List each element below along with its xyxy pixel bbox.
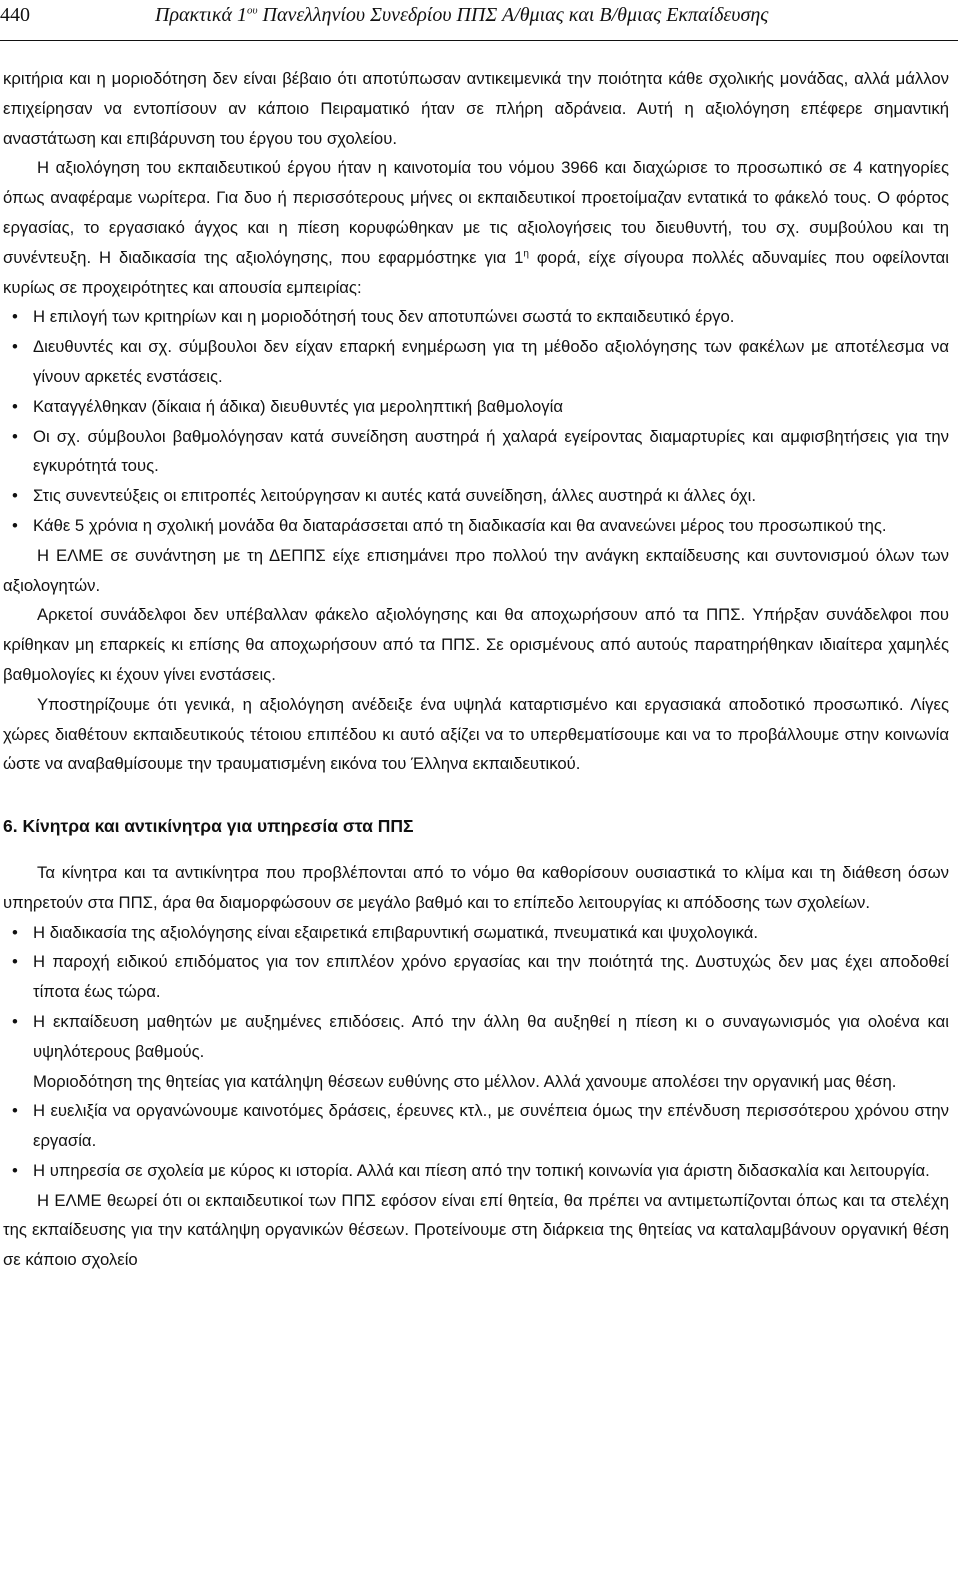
list-item-text: Καταγγέλθηκαν (δίκαια ή άδικα) διευθυντές για μεροληπτική βαθμολογία [33,396,563,416]
paragraph-colleagues-leaving: Αρκετοί συνάδελφοι δεν υπέβαλλαν φάκελο αξιολόγησης και θα αποχωρήσουν από τα ΠΠΣ. Υπήρξαν συνάδελφοι που κρίθηκαν μη επαρκείς κι επίσης θα αποχωρήσουν από τα ΠΠΣ. Σε ορισμένους από αυτούς παρατηρήθηκαν ιδιαίτερα χαμηλές βαθμολογίες κι έχουν γίνει ενστάσεις. [3,605,949,684]
paragraph-evaluation-process [3,153,949,302]
page-header [0,0,960,40]
list-item-text: Η υπηρεσία σε σχολεία με κύρος κι ιστορία. Αλλά και πίεση από την τοπική κοινωνία για άριστη διδασκαλία και λειτουργία. [33,1160,930,1180]
list-item [3,332,949,392]
bullet-icon: • [12,426,18,446]
list-item-text: Η διαδικασία της αξιολόγησης είναι εξαιρετικά επιβαρυντική σωματικά, πνευματικά και ψυχολογικά. [33,922,759,942]
list-item-text: Η παροχή ειδικού επιδόματος για τον επιπλέον χρόνο εργασίας και την ποιότητά της. Δυστυχώς δεν μας έχει αποδοθεί τίποτα έως τώρα. [33,952,949,1002]
list-item [3,392,949,422]
weaknesses-list [3,302,949,540]
section-heading: 6. Κίνητρα και αντικίνητρα για υπηρεσία στα ΠΠΣ [3,816,414,837]
bullet-icon: • [12,515,18,535]
list-item [3,1067,949,1097]
paragraph-incentives-intro: Τα κίνητρα και τα αντικίνητρα που προβλέπονται από το νόμο θα καθορίσουν ουσιαστικά το κλίμα και τη διάθεση όσων υπηρετούν στα ΠΠΣ, άρα θα διαμορφώσουν σε μεγάλο βαθμό και το επίπεδο λειτουργίας κι απόδοσης των σχολείων. [3,862,949,912]
incentives-list [3,918,949,1186]
bullet-icon: • [12,337,18,357]
running-title-rest: Πανελληνίου Συνεδρίου ΠΠΣ Α/θμιας και Β/θμιας Εκπαίδευσης [257,4,769,26]
page-number: 440 [0,4,30,26]
paragraph-text: Η αξιολόγηση του εκπαιδευτικού έργου ήταν η καινοτομία του νόμου 3966 και διαχώρισε το προσωπικό σε 4 κατηγορίες όπως αναφέραμε νωρίτερα. Για δυο ή περισσότερους μήνες οι εκπαιδευτικοί προετοίμαζαν εντατικά το φάκελό τους. Ο φόρτος εργασίας, το εργασιακό άγχος και η πίεση κορυφώθηκαν με τις αξιολογήσεις του διευθυντή, του σχ. συμβούλου και τη συνέντευξη. Η διαδικασία της αξιολόγησης, που εφαρμόστηκε για 1 [3,158,949,267]
paragraph-elme-meeting: Η ΕΛΜΕ σε συνάντηση με τη ΔΕΠΠΣ είχε επισημάνει προ πολλού την ανάγκη εκπαίδευσης και συντονισμού όλων των αξιολογητών. [3,545,949,595]
superscript-ordinal: η [523,248,529,260]
list-item [3,918,949,948]
list-item [3,481,949,511]
list-item [3,511,949,541]
list-item-text: Μοριοδότηση της θητείας για κατάληψη θέσεων ευθύνης στο μέλλον. Αλλά χανουμε απολέσει την οργανική μας θέση. [33,1071,897,1091]
header-rule [0,40,958,41]
list-item [3,1007,949,1067]
bullet-icon: • [12,1101,18,1121]
bullet-icon: • [12,396,18,416]
list-item-text: Η επιλογή των κριτηρίων και η μοριοδότησή τους δεν αποτυπώνει σωστά το εκπαιδευτικό έργο. [33,307,735,327]
list-item [3,302,949,332]
paragraph-elme-proposal: Η ΕΛΜΕ θεωρεί ότι οι εκπαιδευτικοί των ΠΠΣ εφόσον είναι επί θητεία, θα πρέπει να αντιμετωπίζονται όπως και τα στελέχη της εκπαίδευσης για την κατάληψη οργανικών θέσεων. Προτείνουμε στη διάρκεια της θητείας να καταλαμβάνουν οργανική θέση σε κάποιο σχολείο [3,1190,949,1270]
bullet-icon: • [12,486,18,506]
list-item-text: Οι σχ. σύμβουλοι βαθμολόγησαν κατά συνείδηση αυστηρά ή χαλαρά εγείροντας διαμαρτυρίες και αμφισβητήσεις για την εγκυρότητά τους. [33,426,949,476]
list-item [3,947,949,1007]
list-item-text: Η ευελιξία να οργανώνουμε καινοτόμες δράσεις, έρευνες κτλ., με συνέπεια όμως την επένδυση περισσότερου χρόνου στην εργασία. [33,1101,949,1151]
bullet-icon: • [12,952,18,972]
list-item-text: Στις συνεντεύξεις οι επιτροπές λειτούργησαν κι αυτές κατά συνείδηση, άλλες αυστηρά κι άλλες όχι. [33,486,757,506]
list-item [3,422,949,482]
paragraph-evaluation-criteria: κριτήρια και η μοριοδότηση δεν είναι βέβαιο ότι αποτύπωσαν αντικειμενικά την ποιότητα κάθε σχολικής μονάδας, αλλά μάλλον επιχείρησαν να εντοπίσουν αν κάποιο Πειραματικό ήταν σε πλήρη αδράνεια. Αυτή η αξιολόγηση επέφερε σημαντική αναστάτωση και επιβάρυνση του έργου του σχολείου. [3,69,949,148]
bullet-icon: • [12,1160,18,1180]
list-item-text: Διευθυντές και σχ. σύμβουλοι δεν είχαν επαρκή ενημέρωση για τη μέθοδο αξιολόγησης των φακέλων με αποτέλεσμα να γίνουν αρκετές ενστάσεις. [33,337,949,386]
paragraph-evaluation-conclusion: Υποστηρίζουμε ότι γενικά, η αξιολόγηση ανέδειξε ένα υψηλά καταρτισμένο και εργασιακά αποδοτικό προσωπικό. Λίγες χώρες διαθέτουν εκπαιδευτικούς τέτοιου επιπέδου κι αυτό αξίζει να το υπερθεματίσουμε και να το προβάλλουμε στην κοινωνία ώστε να αναβαθμίσουμε την τραυματισμένη εικόνα του Έλληνα εκπαιδευτικού. [3,694,949,774]
bullet-icon: • [12,922,18,942]
running-title-superscript: ου [246,4,258,17]
bullet-icon: • [12,1011,18,1031]
running-title-main: Πρακτικά 1 [155,4,247,26]
list-item [3,1096,949,1156]
page-body [3,64,949,1275]
running-title [155,4,768,27]
list-item-text: Κάθε 5 χρόνια η σχολική μονάδα θα διαταράσσεται από τη διαδικασία και θα ανανεώνει μέρος του προσωπικού της. [33,515,887,535]
bullet-icon: • [12,307,18,327]
list-item [3,1156,949,1186]
list-item-text: Η εκπαίδευση μαθητών με αυξημένες επιδόσεις. Από την άλλη θα αυξηθεί η πίεση κι ο συναγωνισμός για ολοένα και υψηλότερους βαθμούς. [33,1011,949,1061]
paragraph-text-continued: φορά, είχε σίγουρα πολλές αδυναμίες που οφείλονται κυρίως σε προχειρότητες και απουσία εμπειρίας: [3,247,950,297]
